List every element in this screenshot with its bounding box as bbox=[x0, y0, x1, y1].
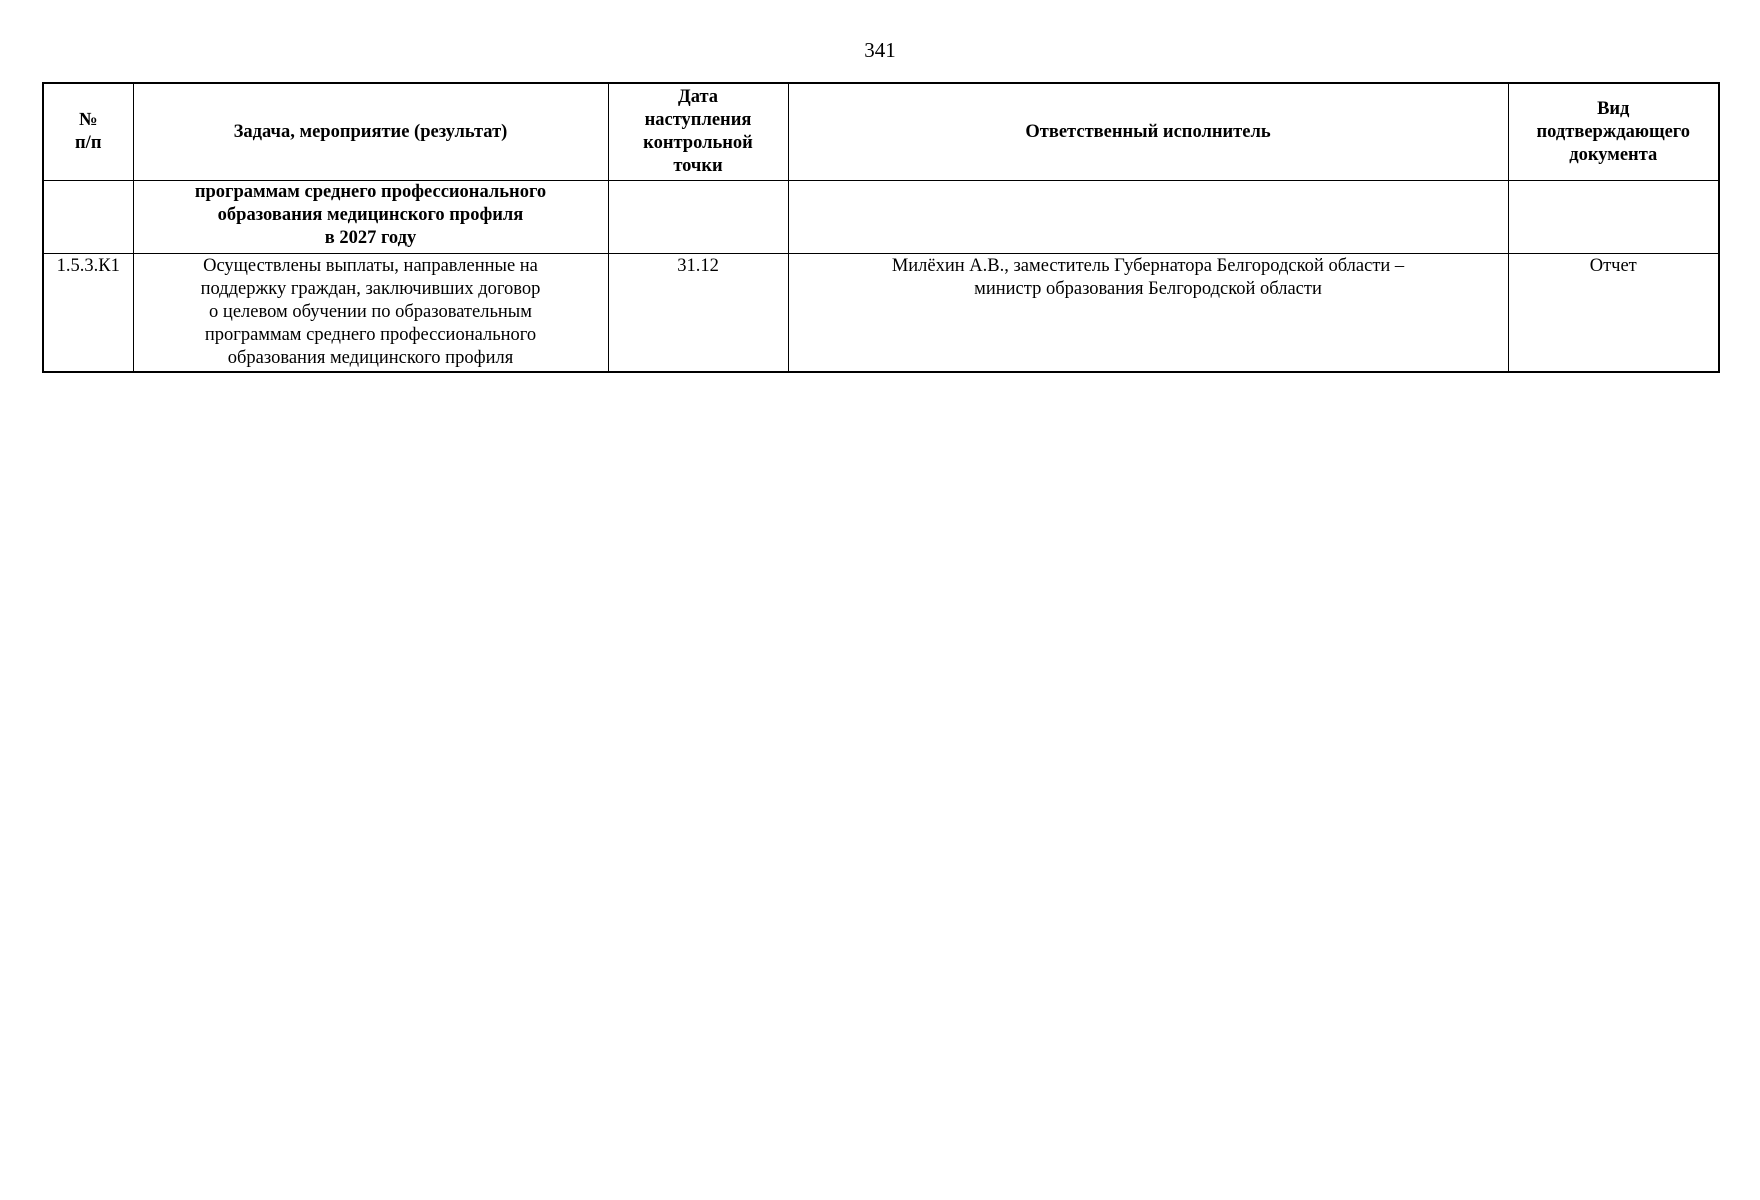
cell-number: 1.5.3.К1 bbox=[43, 254, 133, 373]
header-date-line: контрольной bbox=[643, 133, 753, 153]
table-header-row bbox=[43, 83, 1719, 181]
header-task-line: Задача, мероприятие (результат) bbox=[233, 121, 508, 142]
header-task bbox=[133, 83, 608, 181]
header-number-line: п/п bbox=[75, 133, 102, 153]
task-line: Осуществлены выплаты, направленные на bbox=[203, 256, 538, 276]
control-points-table bbox=[42, 82, 1720, 373]
header-document-type bbox=[1508, 83, 1719, 181]
cell-task bbox=[133, 181, 608, 254]
task-line: поддержку граждан, заключивших договор bbox=[200, 279, 541, 299]
header-control-date bbox=[608, 83, 788, 181]
cell-responsible bbox=[788, 181, 1508, 254]
header-date-line: наступления bbox=[644, 110, 752, 130]
responsible-line: министр образования Белгородской области bbox=[974, 279, 1322, 299]
task-line: образования медицинского профиля bbox=[217, 205, 524, 225]
table-row bbox=[43, 254, 1719, 373]
task-line: программам среднего профессионального bbox=[204, 325, 537, 345]
table-row bbox=[43, 181, 1719, 254]
responsible-line: Милёхин А.В., заместитель Губернатора Белгородской области – bbox=[891, 256, 1405, 276]
header-doc-line: документа bbox=[1569, 144, 1658, 165]
header-responsible bbox=[788, 83, 1508, 181]
cell-responsible bbox=[788, 254, 1508, 373]
cell-document-type bbox=[1508, 181, 1719, 254]
cell-date bbox=[608, 181, 788, 254]
header-doc-line: подтверждающего bbox=[1536, 121, 1690, 142]
header-date-line: Дата bbox=[677, 87, 719, 107]
cell-task bbox=[133, 254, 608, 373]
page-number: 341 bbox=[864, 38, 896, 62]
task-line: о целевом обучении по образовательным bbox=[209, 302, 532, 322]
cell-number bbox=[43, 181, 133, 254]
header-number bbox=[43, 83, 133, 181]
header-doc-line: Вид bbox=[1597, 98, 1630, 119]
header-responsible-line: Ответственный исполнитель bbox=[1025, 121, 1271, 142]
header-number-line: № bbox=[78, 110, 98, 130]
header-date-line: точки bbox=[673, 156, 723, 176]
cell-date: 31.12 bbox=[608, 254, 788, 373]
task-line: образования медицинского профиля bbox=[227, 348, 514, 368]
cell-document-type: Отчет bbox=[1508, 254, 1719, 373]
task-line: в 2027 году bbox=[324, 228, 417, 248]
task-line: программам среднего профессионального bbox=[194, 182, 547, 202]
